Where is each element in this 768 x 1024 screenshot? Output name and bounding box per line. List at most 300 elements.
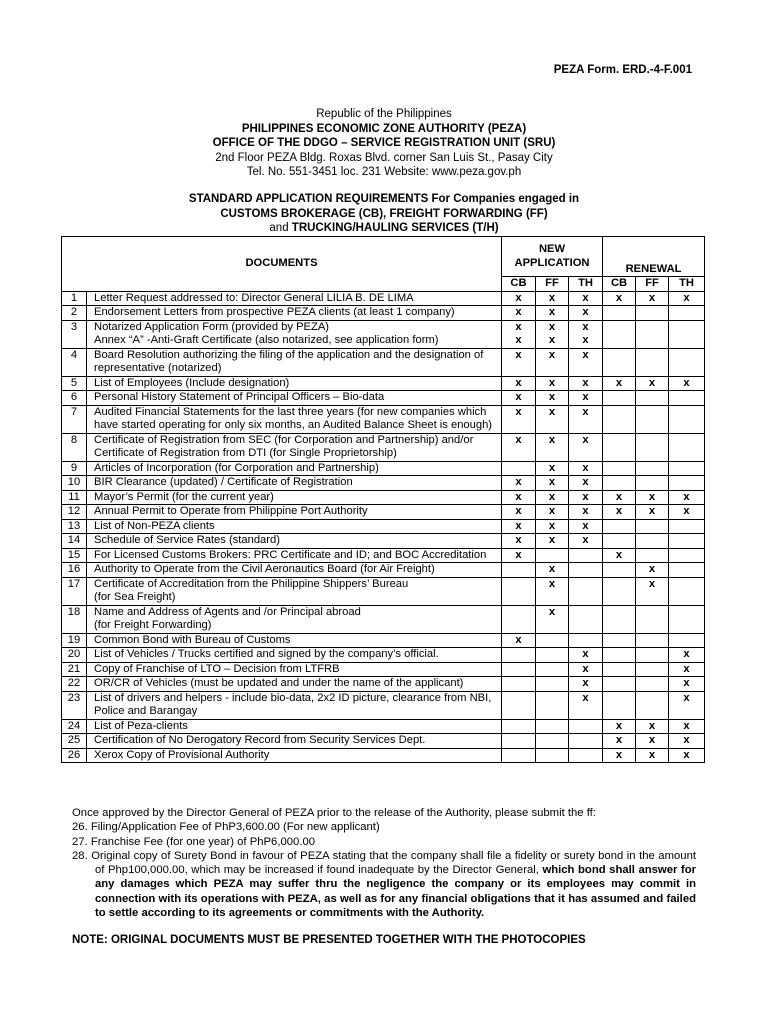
requirement-mark-cell (502, 548, 536, 563)
requirement-mark-cell (669, 719, 705, 734)
requirement-mark-cell (569, 648, 603, 663)
requirement-mark: x (515, 519, 522, 532)
document-description: BIR Clearance (updated) / Certificate of Registration (87, 476, 502, 491)
requirement-mark-cell (502, 734, 536, 749)
requirement-mark-cell (502, 476, 536, 491)
requirement-mark: x (515, 391, 522, 403)
table-row (62, 490, 705, 505)
requirement-mark: x (648, 291, 656, 304)
row-number: 16 (62, 563, 87, 578)
requirement-mark-cell (669, 461, 705, 476)
requirement-mark-cell (569, 476, 603, 491)
table-row (62, 476, 705, 491)
requirement-mark: x (548, 391, 556, 403)
document-description: Articles of Incorporation (for Corporation and Partnership) (87, 461, 502, 476)
requirement-mark: x (683, 748, 690, 761)
requirement-mark-cell (502, 461, 536, 476)
document-description: OR/CR of Vehicles (must be updated and under the name of the applicant) (87, 677, 502, 692)
requirement-mark: x (615, 719, 623, 732)
document-description: Authority to Operate from the Civil Aeronautics Board (for Air Freight) (87, 563, 502, 578)
requirement-mark: x (683, 677, 690, 689)
requirement-mark-cell (569, 461, 603, 476)
requirement-mark: x (582, 490, 589, 503)
subheader-ff: FF (636, 277, 669, 292)
requirement-mark-cell (636, 376, 669, 391)
requirement-mark-cell (569, 306, 603, 321)
requirement-mark-cell (536, 677, 569, 692)
document-description: Certificate of Registration from SEC (for Corporation and Partnership) and/or Certificate of Registration from DTI (for Single Proprietorship) (87, 433, 502, 461)
requirement-mark: x (582, 662, 589, 675)
requirement-mark-cell (669, 748, 705, 763)
requirement-mark: x (548, 433, 556, 446)
requirement-mark-cell (536, 534, 569, 549)
table-row (62, 677, 705, 692)
requirement-mark: x (648, 505, 656, 517)
requirement-mark-cell (536, 461, 569, 476)
requirement-mark-cell (569, 563, 603, 578)
requirement-mark-cell (603, 734, 636, 749)
document-description: Mayor’s Permit (for the current year) (87, 490, 502, 505)
requirement-mark-cell (569, 691, 603, 719)
requirement-mark-cell (636, 605, 669, 633)
requirement-mark-cell (603, 291, 636, 306)
requirement-mark-cell (569, 433, 603, 461)
requirement-mark: x (515, 348, 522, 361)
table-row (62, 563, 705, 578)
requirement-mark-cell (603, 519, 636, 534)
row-number: 8 (62, 433, 87, 461)
requirement-mark-cell (636, 534, 669, 549)
table-row (62, 391, 705, 406)
row-number: 4 (62, 348, 87, 376)
requirement-mark-cell (669, 605, 705, 633)
requirement-mark-cell (569, 633, 603, 648)
requirement-mark-cell (636, 476, 669, 491)
requirement-mark-cell (636, 490, 669, 505)
requirement-mark: x (582, 433, 589, 446)
requirement-mark: x (615, 490, 623, 503)
requirement-mark-cell (502, 291, 536, 306)
document-description: Board Resolution authorizing the filing of the application and the designation of representative (notarized) (87, 348, 502, 376)
requirement-mark: x (515, 490, 522, 503)
requirement-mark-cell (536, 348, 569, 376)
requirement-mark: x (582, 648, 589, 660)
requirement-mark: x (548, 348, 556, 361)
requirement-mark-cell (536, 734, 569, 749)
requirement-mark: x (515, 534, 522, 546)
requirement-mark-cell (569, 291, 603, 306)
letterhead (0, 107, 768, 180)
requirement-mark: x (648, 563, 656, 575)
requirement-mark-cell (603, 391, 636, 406)
document-description: Name and Address of Agents and /or Principal abroad (for Freight Forwarding) (87, 605, 502, 633)
row-number: 24 (62, 719, 87, 734)
requirement-mark-cell (569, 348, 603, 376)
requirement-mark-cell (636, 677, 669, 692)
requirement-mark: x (548, 563, 556, 575)
document-description: Xerox Copy of Provisional Authority (87, 748, 502, 763)
requirement-mark-cell (636, 519, 669, 534)
requirement-mark: x (515, 633, 522, 646)
renewal-header: RENEWAL (603, 237, 705, 277)
requirement-mark-cell (669, 320, 705, 348)
requirement-mark-cell (636, 719, 669, 734)
requirement-mark-cell (669, 648, 705, 663)
requirement-mark-cell (636, 662, 669, 677)
row-number: 14 (62, 534, 87, 549)
requirement-mark-cell (569, 490, 603, 505)
table-row (62, 648, 705, 663)
requirement-mark-cell (636, 505, 669, 520)
requirement-mark: x (683, 490, 690, 503)
letterhead-country: Republic of the Philippines (316, 108, 452, 120)
row-number: 22 (62, 677, 87, 692)
requirement-mark-cell (569, 577, 603, 605)
document-description: Notarized Application Form (provided by PEZA) Annex “A” -Anti-Graft Certificate (also notarized, see application form) (87, 320, 502, 348)
requirement-mark-cell (636, 306, 669, 321)
requirement-mark: x (615, 291, 623, 304)
requirement-mark-cell (536, 519, 569, 534)
requirement-mark-cell (569, 605, 603, 633)
requirement-mark: x (548, 405, 556, 418)
table-row (62, 505, 705, 520)
requirement-mark: x (582, 391, 589, 403)
document-description: List of Non-PEZA clients (87, 519, 502, 534)
title-line-3 (0, 221, 768, 236)
requirement-mark: x (683, 662, 690, 675)
requirement-mark-cell (569, 548, 603, 563)
table-row (62, 405, 705, 433)
requirement-mark-cell (569, 677, 603, 692)
requirement-mark: x (515, 320, 522, 333)
requirement-mark: x (648, 719, 656, 732)
table-row (62, 306, 705, 321)
requirement-mark-cell (569, 748, 603, 763)
requirement-mark-cell (536, 577, 569, 605)
requirement-mark-cell (669, 291, 705, 306)
requirement-mark-cell (669, 476, 705, 491)
requirement-mark: x (582, 334, 589, 346)
requirement-mark-cell (603, 719, 636, 734)
requirement-mark: x (548, 519, 556, 532)
table-row (62, 577, 705, 605)
requirement-mark-cell (603, 320, 636, 348)
subheader-th: TH (669, 277, 705, 292)
requirement-mark: x (683, 376, 690, 389)
requirement-mark-cell (636, 648, 669, 663)
requirement-mark-cell (669, 577, 705, 605)
requirement-mark: x (683, 648, 690, 660)
requirement-mark: x (615, 376, 623, 389)
requirement-mark-cell (569, 734, 603, 749)
requirement-mark-cell (569, 405, 603, 433)
requirement-mark: x (582, 348, 589, 361)
requirement-mark-cell (502, 633, 536, 648)
requirement-mark-cell (502, 391, 536, 406)
document-description: List of Vehicles / Trucks certified and signed by the company’s official. (87, 648, 502, 663)
requirement-mark-cell (536, 748, 569, 763)
requirement-mark-cell (603, 662, 636, 677)
requirement-mark-cell (502, 405, 536, 433)
table-row (62, 376, 705, 391)
document-description: List of drivers and helpers - include bio-data, 2x2 ID picture, clearance from NBI, Police and Barangay (87, 691, 502, 719)
requirement-mark: x (582, 519, 589, 532)
requirement-mark-cell (603, 577, 636, 605)
table-row (62, 691, 705, 719)
document-description: Audited Financial Statements for the last three years (for new companies which have started operating for only six months, an Audited Balance Sheet is enough) (87, 405, 502, 433)
table-row (62, 433, 705, 461)
row-number: 19 (62, 633, 87, 648)
post-approval-intro: Once approved by the Director General of PEZA prior to the release of the Authority, please submit the ff: (72, 807, 596, 819)
requirement-mark: x (515, 334, 522, 346)
table-row (62, 461, 705, 476)
requirement-mark-cell (603, 548, 636, 563)
document-description: Certification of No Derogatory Record from Security Services Dept. (87, 734, 502, 749)
document-description: For Licensed Customs Brokers: PRC Certificate and ID; and BOC Accreditation (87, 548, 502, 563)
requirement-mark: x (648, 376, 656, 389)
requirement-mark: x (548, 605, 556, 618)
requirement-mark: x (548, 334, 556, 346)
requirement-mark-cell (669, 490, 705, 505)
requirement-mark-cell (603, 563, 636, 578)
requirement-mark-cell (636, 577, 669, 605)
requirement-mark-cell (536, 376, 569, 391)
row-number: 13 (62, 519, 87, 534)
table-row (62, 748, 705, 763)
requirement-mark-cell (603, 691, 636, 719)
row-number: 25 (62, 734, 87, 749)
requirement-mark: x (615, 734, 623, 746)
requirement-mark-cell (669, 691, 705, 719)
requirement-mark-cell (502, 677, 536, 692)
requirement-mark-cell (669, 677, 705, 692)
requirement-mark-cell (502, 348, 536, 376)
letterhead-office: OFFICE OF THE DDGO – SERVICE REGISTRATION UNIT (SRU) (212, 137, 556, 149)
requirement-mark-cell (603, 476, 636, 491)
requirements-table (61, 236, 705, 763)
row-number: 5 (62, 376, 87, 391)
document-description: Annual Permit to Operate from Philippine Port Authority (87, 505, 502, 520)
requirement-mark-cell (502, 563, 536, 578)
requirement-mark: x (548, 476, 556, 488)
row-number: 26 (62, 748, 87, 763)
requirement-mark-cell (502, 306, 536, 321)
requirement-mark-cell (502, 490, 536, 505)
requirement-mark: x (683, 719, 690, 732)
surety-bond-item-28 (72, 849, 696, 920)
letterhead-address: 2nd Floor PEZA Bldg. Roxas Blvd. corner San Luis St., Pasay City (215, 151, 553, 164)
requirement-mark-cell (603, 677, 636, 692)
requirement-mark-cell (502, 505, 536, 520)
requirement-mark-cell (569, 534, 603, 549)
row-number: 6 (62, 391, 87, 406)
row-number: 12 (62, 505, 87, 520)
table-row (62, 719, 705, 734)
document-description: Personal History Statement of Principal Officers – Bio-data (87, 391, 502, 406)
requirement-mark: x (515, 405, 522, 418)
requirement-mark-cell (636, 461, 669, 476)
requirement-mark-cell (669, 306, 705, 321)
requirement-mark: x (648, 577, 656, 590)
row-number: 20 (62, 648, 87, 663)
document-description: Common Bond with Bureau of Customs (87, 633, 502, 648)
fee-item-26: 26. Filing/Application Fee of PhP3,600.00 (For new applicant) (72, 821, 380, 834)
requirement-mark-cell (502, 534, 536, 549)
item-28-bold-text: which bond shall answer for any damages which PEZA may suffer thru the negligence the company or its employees may commit in connection with its operations with PEZA, as well as for any financial obligations that it has assumed and failed to settle according to its agreements or commitments with the Authority. (95, 864, 696, 920)
requirement-mark: x (582, 461, 589, 474)
document-description: Copy of Franchise of LTO – Decision from LTFRB (87, 662, 502, 677)
requirement-mark-cell (502, 519, 536, 534)
requirement-mark-cell (536, 291, 569, 306)
title-line-3-plain: and (269, 222, 292, 234)
requirement-mark-cell (603, 348, 636, 376)
title-line-1: STANDARD APPLICATION REQUIREMENTS For Companies engaged in (188, 193, 580, 205)
requirement-mark-cell (669, 563, 705, 578)
document-description: List of Employees (Include designation) (87, 376, 502, 391)
requirement-mark: x (515, 433, 522, 446)
requirement-mark: x (648, 734, 656, 746)
requirement-mark-cell (636, 405, 669, 433)
requirement-mark: x (582, 320, 589, 333)
table-row (62, 348, 705, 376)
requirement-mark-cell (569, 719, 603, 734)
requirement-mark-cell (603, 433, 636, 461)
requirement-mark-cell (603, 633, 636, 648)
requirement-mark-cell (669, 662, 705, 677)
requirement-mark: x (548, 490, 556, 503)
requirement-mark-cell (502, 577, 536, 605)
requirement-mark-cell (636, 348, 669, 376)
requirement-mark-cell (502, 605, 536, 633)
requirement-mark: x (582, 376, 589, 389)
fee-item-27: 27. Franchise Fee (for one year) of PhP6,000.00 (72, 835, 316, 848)
row-number: 11 (62, 490, 87, 505)
letterhead-agency: PHILIPPINES ECONOMIC ZONE AUTHORITY (PEZA) (241, 122, 527, 135)
subheader-cb: CB (603, 277, 636, 292)
requirement-mark-cell (569, 320, 603, 348)
row-number: 18 (62, 605, 87, 633)
subheader-ff: FF (536, 277, 569, 292)
requirement-mark: x (515, 476, 522, 488)
requirement-mark-cell (603, 748, 636, 763)
requirement-mark-cell (536, 633, 569, 648)
requirement-mark-cell (636, 320, 669, 348)
requirement-mark-cell (669, 391, 705, 406)
document-description: List of Peza-clients (87, 719, 502, 734)
requirement-mark: x (582, 677, 589, 689)
requirement-mark-cell (603, 534, 636, 549)
requirement-mark: x (582, 534, 589, 546)
requirement-mark-cell (669, 376, 705, 391)
requirement-mark: x (582, 405, 589, 418)
row-number: 9 (62, 461, 87, 476)
requirement-mark-cell (536, 719, 569, 734)
requirement-mark-cell (669, 519, 705, 534)
requirement-mark-cell (603, 405, 636, 433)
requirement-mark: x (683, 291, 690, 304)
post-approval-section (72, 806, 696, 920)
requirement-mark-cell (669, 405, 705, 433)
requirement-mark: x (515, 548, 522, 561)
requirement-mark-cell (536, 505, 569, 520)
document-title (0, 192, 768, 236)
requirement-mark-cell (603, 376, 636, 391)
requirement-mark-cell (536, 320, 569, 348)
requirement-mark-cell (502, 320, 536, 348)
requirement-mark-cell (636, 691, 669, 719)
documents-header: DOCUMENTS (62, 237, 502, 292)
document-description: Endorsement Letters from prospective PEZA clients (at least 1 company) (87, 306, 502, 321)
requirement-mark: x (548, 505, 556, 517)
requirement-mark-cell (603, 505, 636, 520)
requirement-mark-cell (502, 691, 536, 719)
title-line-2: CUSTOMS BROKERAGE (CB), FREIGHT FORWARDING (FF) (220, 207, 548, 220)
requirement-mark-cell (536, 306, 569, 321)
requirement-mark: x (615, 548, 623, 561)
requirement-mark-cell (603, 648, 636, 663)
requirement-mark-cell (669, 734, 705, 749)
table-row (62, 519, 705, 534)
photocopy-note: NOTE: ORIGINAL DOCUMENTS MUST BE PRESENTED TOGETHER WITH THE PHOTOCOPIES (72, 934, 586, 946)
subheader-cb: CB (502, 277, 536, 292)
requirement-mark-cell (636, 433, 669, 461)
requirement-mark-cell (636, 734, 669, 749)
requirement-mark: x (548, 320, 556, 333)
table-row (62, 548, 705, 563)
requirement-mark-cell (569, 505, 603, 520)
requirement-mark-cell (536, 433, 569, 461)
row-number: 3 (62, 320, 87, 348)
requirement-mark: x (683, 734, 690, 746)
header-row-1 (62, 237, 705, 277)
requirement-mark: x (648, 490, 656, 503)
requirement-mark-cell (636, 291, 669, 306)
requirement-mark-cell (536, 563, 569, 578)
requirement-mark: x (548, 376, 556, 389)
requirement-mark: x (548, 577, 556, 590)
table-row (62, 291, 705, 306)
item-28-text: 28. Original copy of Surety Bond in favour of PEZA stating that the company shall file a fidelity or surety bond in the amount of Php100,000.00, which may be increased if found inadequate by the Director General, (72, 849, 696, 877)
requirement-mark-cell (502, 748, 536, 763)
requirement-mark-cell (536, 476, 569, 491)
requirement-mark-cell (669, 633, 705, 648)
requirement-mark-cell (569, 376, 603, 391)
requirement-mark: x (615, 748, 623, 761)
requirement-mark-cell (603, 490, 636, 505)
document-description: Schedule of Service Rates (standard) (87, 534, 502, 549)
requirement-mark-cell (669, 505, 705, 520)
row-number: 1 (62, 291, 87, 306)
requirement-mark: x (548, 306, 556, 318)
requirement-mark-cell (502, 719, 536, 734)
letterhead-contact: Tel. No. 551-3451 loc. 231 Website: www.peza.gov.ph (246, 166, 522, 178)
requirement-mark: x (683, 691, 690, 704)
requirement-mark-cell (569, 519, 603, 534)
document-description: Letter Request addressed to: Director General LILIA B. DE LIMA (87, 291, 502, 306)
requirement-mark-cell (569, 391, 603, 406)
requirement-mark: x (582, 691, 589, 704)
title-line-3-bold: TRUCKING/HAULING SERVICES (T/H) (291, 222, 499, 234)
requirement-mark-cell (636, 391, 669, 406)
requirement-mark-cell (536, 548, 569, 563)
requirement-mark-cell (603, 461, 636, 476)
row-number: 10 (62, 476, 87, 491)
table-row (62, 662, 705, 677)
requirement-mark-cell (536, 605, 569, 633)
requirement-mark: x (582, 505, 589, 517)
form-code: PEZA Form. ERD.-4-F.001 (553, 64, 692, 76)
requirement-mark-cell (502, 433, 536, 461)
